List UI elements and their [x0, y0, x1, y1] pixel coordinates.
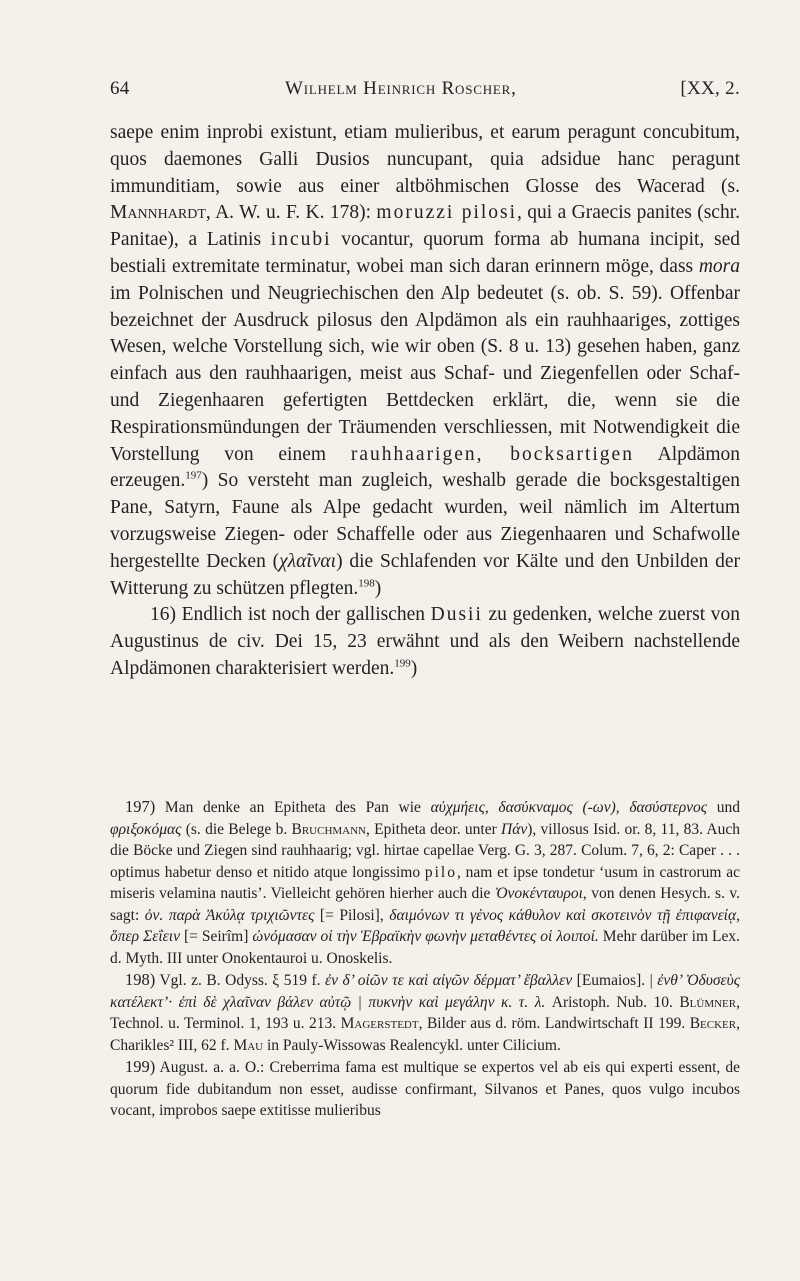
footnote-number: 198) — [125, 970, 156, 989]
text-run: , A. W. u. F. K. 178): — [205, 202, 377, 224]
text-run: , Charikles² III, 62 f. — [110, 1015, 740, 1054]
greek-text: ὀν. παρὰ Ἀκύλᾳ τριχιῶντες — [144, 906, 315, 924]
text-run: , von denen Hesych. s. v. sagt: — [110, 885, 740, 924]
spaced-term: rauhhaarigen, bocksartigen — [350, 443, 634, 465]
text-run: und — [707, 799, 740, 816]
text-run: , Bilder aus d. röm. Landwirtschaft II 199. — [418, 1015, 690, 1032]
greek-text: Ὀνοκένταυροι — [494, 885, 583, 902]
running-header — [110, 66, 740, 106]
author-name: Mannhardt — [110, 202, 206, 224]
text-run: in Pauly-Wissowas Realencykl. unter Cilicium. — [263, 1036, 561, 1054]
text-run: (s. die Belege b. — [181, 820, 292, 838]
author-name: Mau — [233, 1036, 264, 1054]
running-title: Wilhelm Heinrich Roscher, — [285, 78, 517, 99]
text-run: Mehr darüber im Lex. d. Myth. III unter Onokentauroi u. Onoskelis. — [110, 928, 741, 967]
greek-text: δαιμόνων τι γένος κάθυλον καὶ σκοτεινὸν τῇ ἐπιφανείᾳ, ὅπερ Σεΐειν — [110, 906, 741, 945]
text-run: zu gedenken, welche zuerst von Augustinus de civ. Dei 15, 23 erwähnt und als den Weibern nachstellende Alpdämonen charakterisiert werden. — [110, 604, 740, 679]
book-page — [110, 66, 740, 1246]
italic-term: mora — [698, 255, 740, 277]
text-run: Vgl. z. B. Odyss. ξ 519 f. — [155, 972, 326, 989]
text-run: August. a. a. O.: Creberrima fama est multique se expertos vel ab eis qui experti essent, de quorum fide dubitandum non esset, audisse confirmant, Silvanos et Panes, quos vulgo incubos vocant, improbos saepe extitisse mulieribus — [110, 1059, 740, 1119]
text-run: ) die Schlafenden vor Kälte und den Unbilden der Witterung zu schützen pflegten. — [110, 550, 740, 599]
greek-text: αὐχμήεις, δασύκναμος (-ων), δασύστερνος — [430, 799, 708, 816]
spaced-term: incubi — [270, 229, 332, 251]
footnote-ref[interactable]: 198 — [358, 577, 375, 590]
greek-text: Πάν — [501, 820, 528, 838]
footnote-199 — [110, 1056, 740, 1122]
paragraph-1 — [110, 120, 740, 602]
author-name: Becker — [689, 1015, 737, 1032]
text-run: , nam et ipse tondetur ‘usum in castrorum ac miseris velamina nautis’. Vielleicht gehören hierher auch die — [110, 863, 740, 902]
text-run: ) — [374, 577, 382, 599]
text-run: [= Seirîm] — [179, 928, 253, 945]
greek-text: ὠνόμασαν οἱ τὴν Ἑβραϊκὴν φωνὴν μεταθέντες οἱ λοιποί. — [252, 928, 599, 945]
text-run: , Epitheta deor. unter — [366, 820, 502, 838]
author-name: Blümner — [679, 993, 737, 1011]
text-run: 16) Endlich ist noch der gallischen — [150, 604, 431, 626]
author-name: Magerstedt — [340, 1015, 419, 1032]
spaced-term: pilo — [424, 863, 457, 881]
text-run: , Technol. u. Terminol. 1, 193 u. 213. — [110, 993, 740, 1032]
footnote-ref[interactable]: 199 — [394, 657, 411, 670]
footnote-number: 197) — [125, 797, 156, 816]
footnote-198 — [110, 969, 740, 1056]
spaced-term: Dusii — [430, 604, 483, 626]
text-run: Man denke an Epitheta des Pan wie — [155, 799, 431, 816]
author-name: Bruchmann — [291, 820, 366, 838]
greek-term: χλαῖναι — [279, 550, 337, 572]
section-reference: [XX, 2. — [680, 78, 740, 99]
text-run: im Polnischen und Neugriechischen den Alp bedeutet (s. ob. S. 59). Offenbar bezeichnet der Ausdruck pilosus den Alpdämon als ein rauhhaariges, zottiges Wesen, welche Vorstellung sich, wie wir oben (S. 8 u. 13) gesehen haben, ganz einfach aus den rauhhaarigen, meist aus Schaf- und Ziegenfellen oder Schaf- und Ziegenhaaren gefertigten Bettdecken erklärt, die, wenn sie die Respirationsmündungen der Träumenden verschliessen, mit Notwendigkeit die Vorstellung von einem — [110, 282, 740, 465]
text-run: ) So versteht man zugleich, weshalb gerade die bocksgestaltigen Pane, Satyrn, Faune als Alpe gedacht wurden, weil nämlich im Altertum vorzugsweise Ziegen- oder Schaffelle oder aus Ziegenhaaren und Schafwolle hergestellte Decken ( — [110, 470, 740, 572]
greek-text: ἐνθ’ Ὀδυσεὺς κατέλεκτ’· ἐπὶ δὲ χλαῖναν βάλεν αὐτῷ | πυκνὴν καὶ μεγάλην κ. τ. λ. — [110, 972, 740, 1011]
text-run: [= Pilosi], — [314, 906, 390, 924]
spaced-term: moruzzi pilosi — [376, 202, 518, 224]
text-run: ), villosus Isid. or. 8, 11, 83. Auch die Böcke und Ziegen sind rauhhaarig; vgl. hirtae capellae Verg. G. 3, 287. Colum. 7, 6, 2: Caper . . . optimus habetur denso et nitido atque longissimo — [110, 820, 740, 881]
footnote-ref[interactable]: 197 — [185, 469, 202, 482]
footnote-197 — [110, 796, 740, 969]
text-run: ) — [410, 657, 418, 679]
text-run: Aristoph. Nub. 10. — [545, 993, 680, 1011]
greek-text: φριξοκόμας — [110, 820, 182, 838]
page-number: 64 — [110, 78, 130, 99]
footnote-number: 199) — [125, 1057, 156, 1076]
text-run: Alpdämon erzeugen. — [110, 443, 740, 492]
footnotes — [110, 796, 740, 1122]
text-run: saepe enim inprobi existunt, etiam mulieribus, et earum peragunt concubitum, quos daemones Galli Dusios nuncupant, quia adsidue hanc peragunt immunditiam, sowie aus einer altböhmischen Glosse des Wacerad (s. — [110, 122, 740, 197]
paragraph-2 — [110, 602, 740, 682]
main-text — [110, 120, 740, 683]
text-run: [Eumaios]. | — [572, 972, 658, 989]
text-run: , qui a Graecis panites (schr. Panitae), a Latinis — [110, 202, 741, 251]
greek-text: ἐν δ’ οἰῶν τε καὶ αἰγῶν δέρματ’ ἔβαλλεν — [325, 972, 573, 989]
text-run: vocantur, quorum forma ab humana incipit, sed bestiali extremitate terminatur, wobei man sich daran erinnern möge, dass — [110, 229, 741, 277]
